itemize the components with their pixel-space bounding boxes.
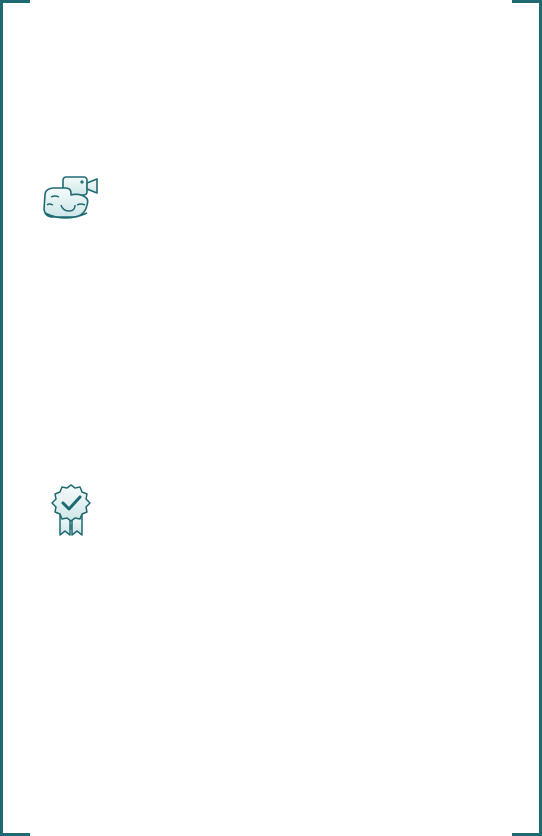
frame-top-right-corner: [512, 0, 542, 3]
video-hand-icon: [41, 175, 101, 223]
frame-top-left-corner: [0, 0, 30, 3]
certified-badge-icon: [48, 483, 94, 539]
frame-left-border: [0, 0, 3, 836]
